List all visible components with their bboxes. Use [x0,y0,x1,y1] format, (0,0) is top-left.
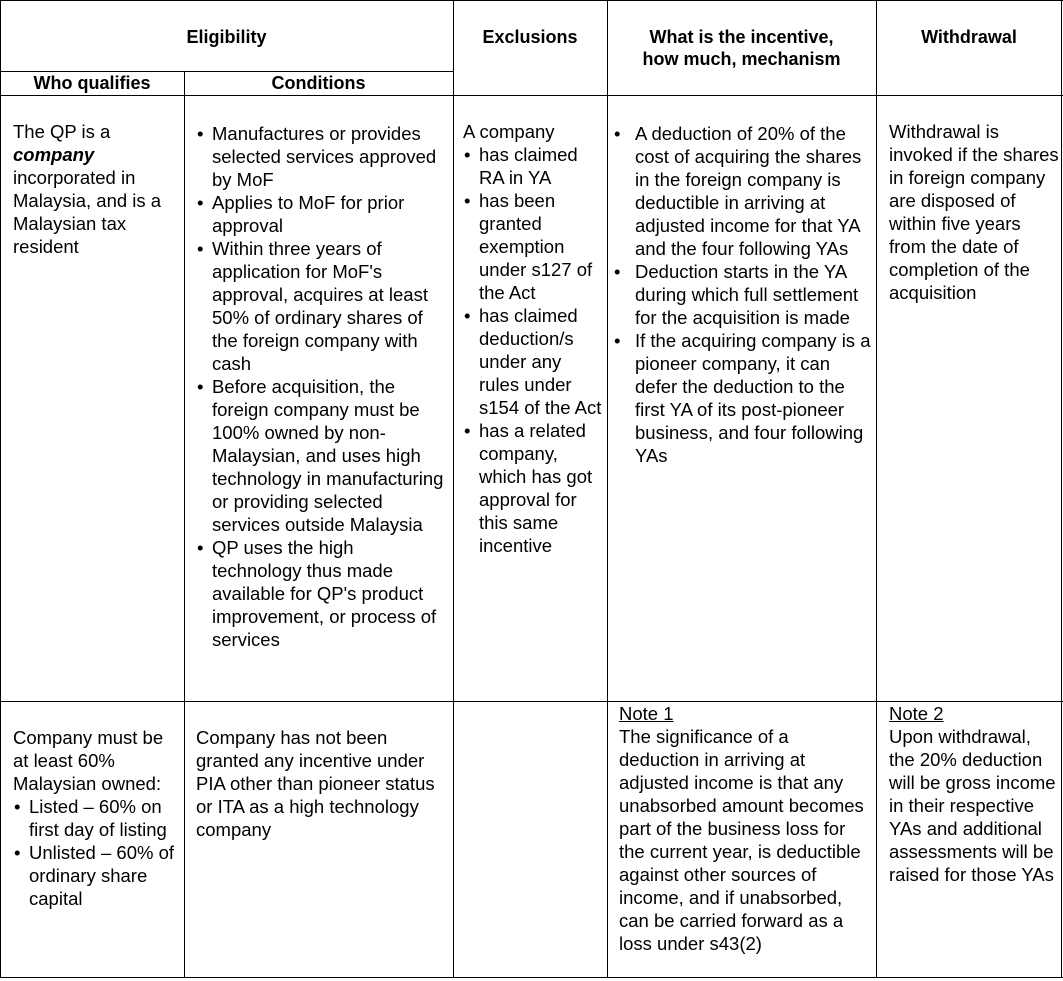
header-incentive [607,26,876,70]
list-item: • has claimed RA in YA [463,143,605,189]
header-exclusions: Exclusions [482,27,578,47]
list-item: • If the acquiring company is a pioneer company, it can defer the deduction to the first YA of its post-pioneer business, and four following YAs [608,329,871,467]
list-item: • has claimed deduction/s under any rules under s154 of the Act [463,304,605,419]
list-item: • Deduction starts in the YA during which full settlement for the acquisition is made [608,260,871,329]
list-item: • Applies to MoF for prior approval [196,191,448,237]
header-bottom-line [0,95,1063,96]
table-border-bottom [0,977,1063,978]
row2-who-qualifies [13,726,178,910]
col-divider-2 [453,0,454,978]
row1-incentive [608,122,871,467]
table-border-right [1061,0,1062,978]
list-item: • QP uses the high technology thus made available for QP's product improvement, or process of services [196,536,448,651]
header-who-qualifies: Who qualifies [33,73,151,93]
list-item: • Listed – 60% on first day of listing [13,795,178,841]
incentive-list [608,122,871,467]
list-item: • Manufactures or provides selected services approved by MoF [196,122,448,191]
row2-note2 [889,702,1059,886]
list-item: • Unlisted – 60% of ordinary share capital [13,841,178,910]
note1-title: Note 1 [619,703,674,724]
row1-withdrawal: Withdrawal is invoked if the shares in foreign company are disposed of within five years from the date of completion of the acquisition [889,121,1059,303]
who-intro: Company must be at least 60% Malaysian owned: [13,727,164,794]
conditions-list [196,122,448,651]
header-incentive-line2: how much, mechanism [642,49,841,69]
header-withdrawal: Withdrawal [921,27,1017,47]
exclusions-intro: A company [463,121,555,142]
row1-conditions [196,122,448,651]
header-conditions: Conditions [271,73,366,93]
list-item: • Before acquisition, the foreign company must be 100% owned by non-Malaysian, and uses high technology in manufacturing or providing selected services outside Malaysia [196,375,448,536]
header-incentive-line1: What is the incentive, [649,27,834,47]
row2-note1 [619,702,871,955]
row1-who-qualifies [13,120,178,258]
list-item: • has been granted exemption under s127 of the Act [463,189,605,304]
exclusions-list [463,143,605,557]
header-eligibility: Eligibility [186,27,267,47]
row1-exclusions [463,120,605,557]
who-suffix: incorporated in Malaysia, and is a Malaysian tax resident [13,167,162,257]
note2-text: Upon withdrawal, the 20% deduction will be gross income in their respective YAs and additional assessments will be raised for those YAs [889,726,1056,885]
col-divider-1 [184,71,185,978]
who-list [13,795,178,910]
table-border-left [0,0,1,978]
note2-title: Note 2 [889,703,944,724]
row2-conditions: Company has not been granted any incentive under PIA other than pioneer status or ITA as a high technology company [196,727,435,840]
list-item: • A deduction of 20% of the cost of acquiring the shares in the foreign company is deductible in arriving at adjusted income for that YA and the four following YAs [608,122,871,260]
who-emphasis: company [13,144,95,165]
col-divider-4 [876,0,877,978]
table-border-top [0,0,1063,1]
list-item: • has a related company, which has got approval for this same incentive [463,419,605,557]
list-item: • Within three years of application for MoF's approval, acquires at least 50% of ordinary shares of the foreign company with cash [196,237,448,375]
note1-text: The significance of a deduction in arriving at adjusted income is that any unabsorbed amount becomes part of the business loss for the current year, is deductible against other sources of income, and if unabsorbed, can be carried forward as a loss under s43(2) [619,726,864,954]
who-prefix: The QP is a [13,121,111,142]
